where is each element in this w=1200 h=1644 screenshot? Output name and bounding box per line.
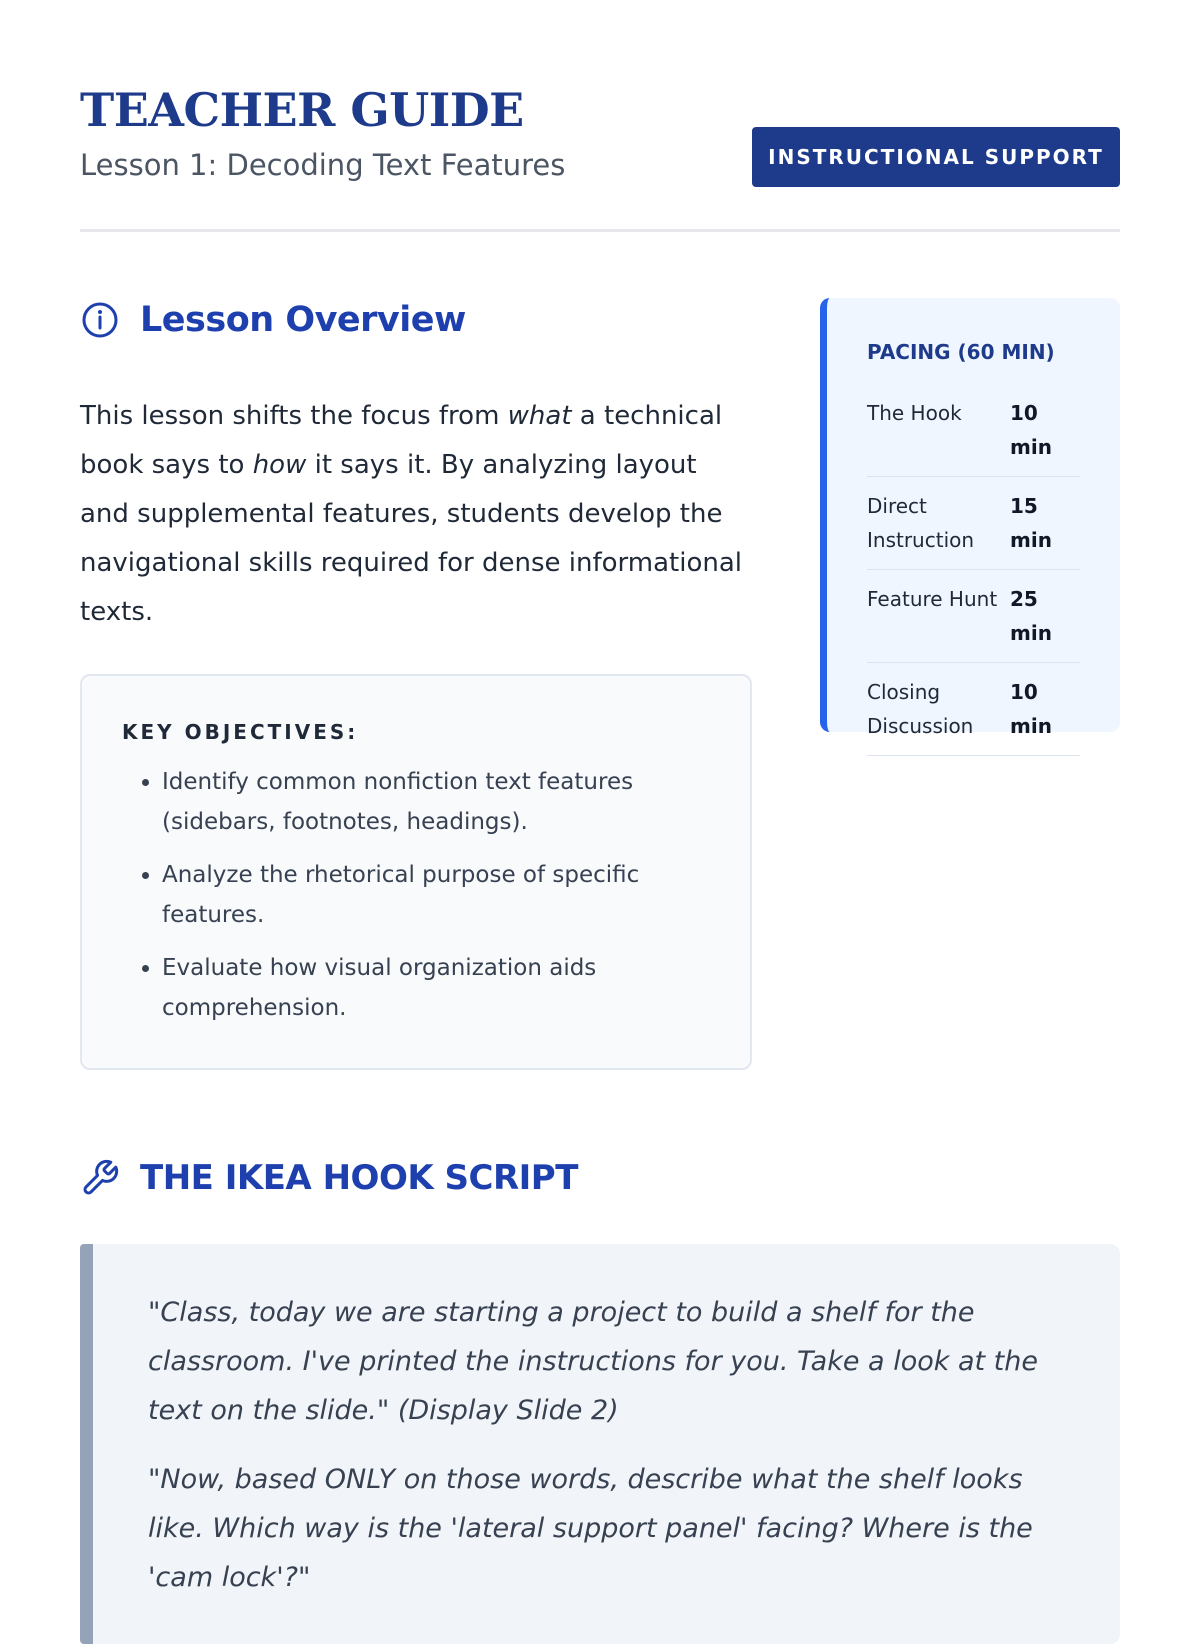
pacing-card bbox=[820, 298, 1120, 738]
pacing-title: PACING (60 MIN) bbox=[867, 340, 1055, 364]
list-item: • Identify common nonfiction text features (sidebars, footnotes, headings). bbox=[162, 762, 710, 842]
pacing-row bbox=[867, 384, 1080, 477]
pacing-duration: 15 min bbox=[1010, 494, 1052, 552]
list-item: • Analyze the rhetorical purpose of specific features. bbox=[162, 855, 710, 935]
pacing-label: The Hook bbox=[867, 401, 962, 425]
lesson-subtitle: Lesson 1: Decoding Text Features bbox=[80, 148, 566, 182]
key-objectives-box bbox=[80, 674, 752, 1070]
pacing-row bbox=[867, 477, 1080, 570]
page-header bbox=[80, 0, 1120, 232]
pacing-duration: 10 min bbox=[1010, 401, 1052, 459]
objectives-list bbox=[122, 762, 710, 1028]
page-title: TEACHER GUIDE bbox=[80, 83, 524, 137]
pacing-label: Closing Discussion bbox=[867, 680, 974, 738]
pacing-label: Feature Hunt bbox=[867, 587, 998, 611]
hook-script-quote bbox=[80, 1244, 1120, 1644]
script-paragraph: "Now, based ONLY on those words, describe what the shelf looks like. Which way is the 'lateral support panel' facing? Where is the 'cam lock'?" bbox=[148, 1464, 1033, 1593]
pacing-row bbox=[867, 663, 1080, 756]
list-item: • Evaluate how visual organization aids comprehension. bbox=[162, 948, 710, 1028]
pacing-label: Direct Instruction bbox=[867, 494, 975, 552]
lesson-overview-heading bbox=[80, 300, 466, 340]
lesson-overview-text: This lesson shifts the focus from what a technical book says to how it says it. By analyzing layout and supplemental features, students develop the navigational skills required for dense informational texts. bbox=[80, 401, 742, 627]
key-objectives-label: KEY OBJECTIVES: bbox=[122, 720, 359, 744]
pacing-row bbox=[867, 570, 1080, 663]
script-paragraph: "Class, today we are starting a project to build a shelf for the classroom. I've printed the instructions for you. Take a look at the text on the slide." (Display Slide 2) bbox=[148, 1297, 1038, 1426]
teacher-guide-page bbox=[80, 0, 1120, 1593]
hook-script-heading bbox=[80, 1158, 578, 1198]
pacing-duration: 25 min bbox=[1010, 587, 1052, 645]
instructional-support-badge: INSTRUCTIONAL SUPPORT bbox=[752, 127, 1120, 187]
pacing-duration: 10 min bbox=[1010, 680, 1052, 738]
wrench-icon bbox=[80, 1158, 120, 1198]
lesson-overview-title: Lesson Overview bbox=[140, 300, 466, 340]
hook-script-title: THE IKEA HOOK SCRIPT bbox=[140, 1158, 578, 1198]
info-circle-icon bbox=[80, 300, 120, 340]
